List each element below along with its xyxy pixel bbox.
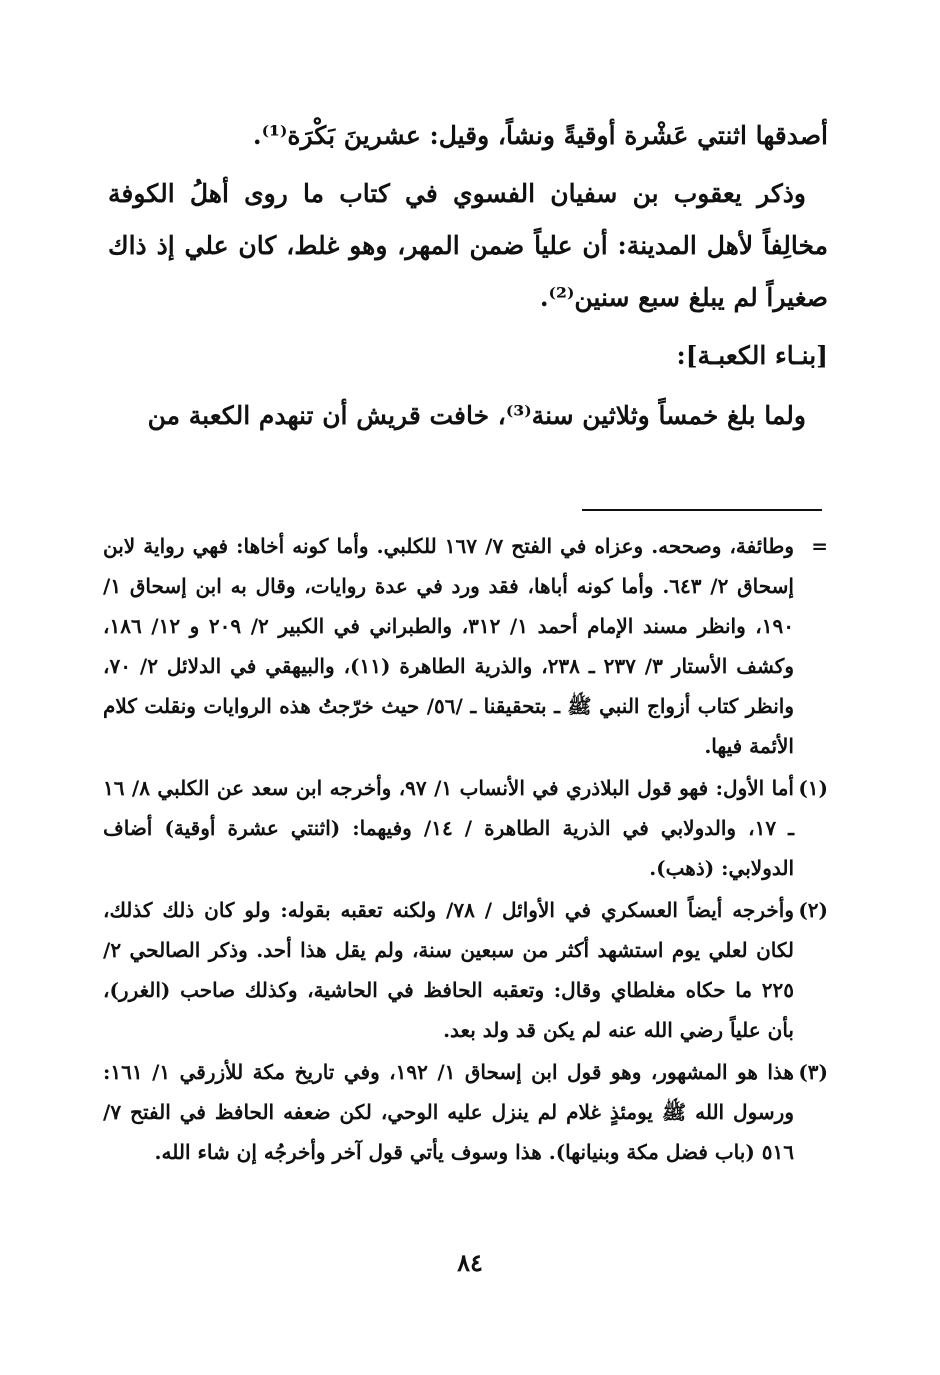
footnote-separator: [582, 509, 822, 511]
footnote-mark: (٢): [798, 898, 828, 922]
footnote-continued: [103, 526, 828, 766]
footnote-mark: (٣): [798, 1060, 828, 1084]
section-heading: [بنـاء الكعبـة]:: [676, 341, 828, 370]
footnote-1: [103, 768, 828, 888]
footnote-mark: =: [811, 534, 828, 558]
footnote-mark: (١): [798, 776, 828, 800]
footnote-2: [103, 890, 828, 1050]
paragraph-2: وذكر يعقوب بن سفيان الفسوي في كتاب ما روى أهلُ الكوفة مخالِفاً لأهل المدينة: أن علياً ضمن المهر، وهو غلط، كان علي إذ ذاك صغيراً لم يبلغ سبع سنين⁽²⁾.: [108, 179, 828, 312]
main-text: [108, 110, 828, 448]
paragraph-1: أصدقها اثنتي عَشْرة أوقيةً ونشاً، وقيل: عشرينَ بَكْرَة⁽¹⁾.: [252, 121, 828, 150]
footnote-text: هذا هو المشهور، وهو قول ابن إسحاق ١/ ١٩٢، وفي تاريخ مكة للأزرقي ١/ ١٦١: ورسول الله ﷺ يومئذٍ غلام لم ينزل عليه الوحي، لكن ضعفه الحافظ في الفتح ٧/ ٥١٦ (باب فضل مكة وبنيانها). هذا وسوف يأتي قول آخر وأخرجُه إن شاء الله.: [103, 1060, 794, 1164]
page-number: ٨٤: [457, 1248, 483, 1277]
footnote-text: أما الأول: فهو قول البلاذري في الأنساب ١/ ٩٧، وأخرجه ابن سعد عن الكلبي ٨/ ١٦ ـ ١٧، والدولابي في الذرية الطاهرة / ١٤/ وفيهما: (اثنتي عشرة أوقية) أضاف الدولابي: (ذهب).: [103, 776, 795, 880]
paragraph-3: ولما بلغ خمساً وثلاثين سنة⁽³⁾، خافت قريش أن تنهدم الكعبة من: [147, 401, 806, 430]
footnotes: [103, 526, 828, 1174]
footnote-3: [103, 1052, 828, 1172]
footnote-text: وأخرجه أيضاً العسكري في الأوائل / ٧٨/ ولكنه تعقبه بقوله: ولو كان ذلك كذلك، لكان لعلي يوم استشهد أكثر من سبعين سنة، ولم يقل هذا أحد. وذكر الصالحي ٢/ ٢٢٥ ما حكاه مغلطاي وقال: وتعقبه الحافظ في الحاشية، وكذلك صاحب (الغرر)، بأن علياً رضي الله عنه لم يكن قد ولد بعد.: [103, 898, 794, 1042]
footnote-text: وطائفة، وصححه. وعزاه في الفتح ٧/ ١٦٧ للكلبي. وأما كونه أخاها: فهي رواية لابن إسحاق ٢/ ٦٤٣. وأما كونه أباها، فقد ورد في عدة روايات، وقال به ابن إسحاق ١/ ١٩٠، وانظر مسند الإمام أحمد ١/ ٣١٢، والطبراني في الكبير ٢/ ٢٠٩ و ١٢/ ١٨٦، وكشف الأستار ٣/ ٢٣٧ ـ ٢٣٨، والذرية الطاهرة (١١)، والبيهقي في الدلائل ٢/ ٧٠، وانظر كتاب أزواج النبي ﷺ ـ بتحقيقنا ـ /٥٦/ حيث خرّجتُ هذه الروايات ونقلت كلام الأئمة فيها.: [103, 534, 794, 758]
